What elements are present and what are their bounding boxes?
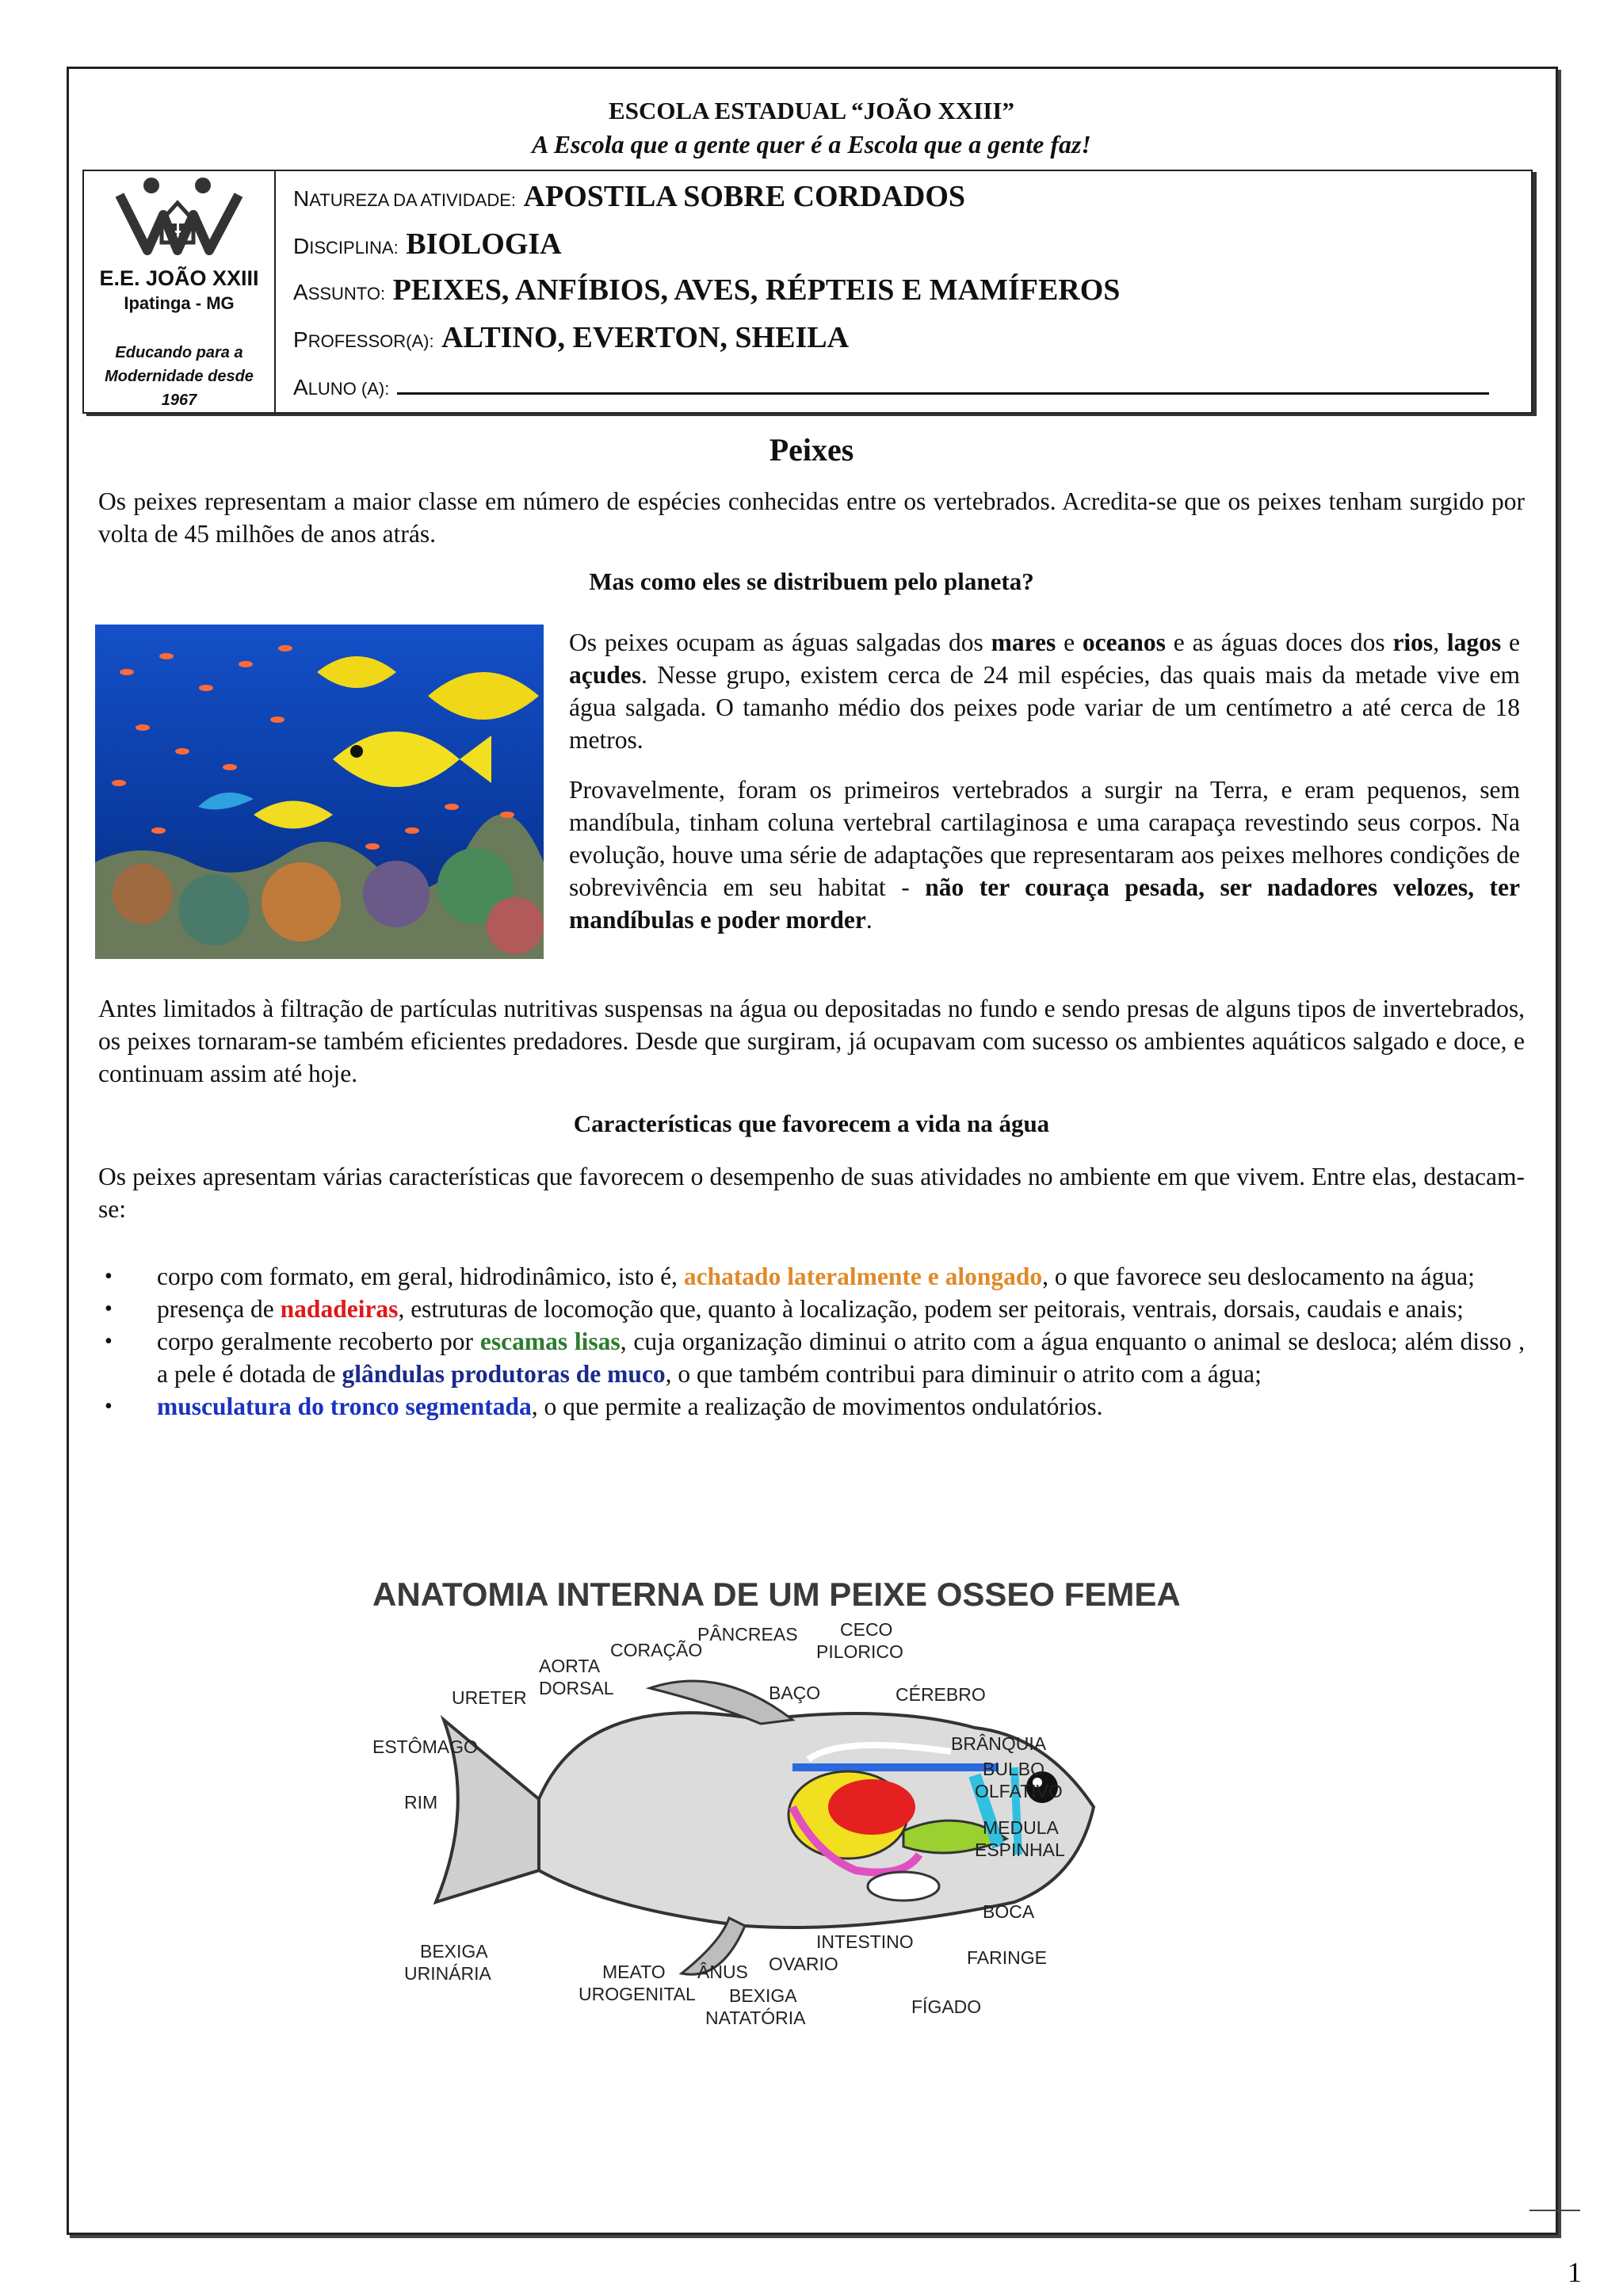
label-boca: BOCA xyxy=(983,1901,1035,1922)
row-professor: PROFESSOR(A): ALTINO, EVERTON, SHEILA xyxy=(293,321,850,354)
label-intestino: INTESTINO xyxy=(816,1931,914,1952)
school-name: ESCOLA ESTADUAL “JOÃO XXIII” xyxy=(609,97,1014,124)
logo-name: E.E. JOÃO XXIII xyxy=(99,266,259,290)
intro-paragraph: Os peixes representam a maior classe em número de espécies conhecidas entre os vertebrados. Acredita-se que os peixes tenham surgido por volta de 45 milhões de anos atrás. xyxy=(98,487,1525,548)
label-bexiga-natatoria: BEXIGA xyxy=(729,1985,797,2006)
label-bulbo: OLFATIVO xyxy=(975,1781,1063,1801)
header-table xyxy=(82,170,1533,414)
label-ceco: CECO xyxy=(840,1619,893,1640)
question-characteristics: Características que favorecem a vida na água xyxy=(573,1110,1050,1137)
characteristics-intro: Os peixes apresentam várias características que favorecem o desempenho de suas atividades no ambiente em que vivem. Entre elas, destacam-se: xyxy=(98,1163,1525,1223)
label-medula: MEDULA xyxy=(983,1817,1059,1838)
predators-paragraph: Antes limitados à filtração de partículas nutritivas suspensas na água ou depositadas no fundo e sendo presas de alguns tipos de invertebrados, os peixes tornaram-se também eficientes predadores. Desde que surgiram, já ocupavam com sucesso os ambientes aquáticos salgado e doce, e continuam assim até hoje. xyxy=(98,995,1525,1087)
label-branquia: BRÂNQUIA xyxy=(951,1733,1047,1754)
page-number: 1 xyxy=(1568,2256,1582,2288)
list-item: • musculatura do tronco segmentada, o que permite a realização de movimentos ondulatórios. xyxy=(105,1392,1103,1420)
label-rim: RIM xyxy=(404,1792,438,1813)
row-natureza: NATUREZA DA ATIVIDADE: APOSTILA SOBRE CORDADOS xyxy=(293,180,966,213)
page-footer-line xyxy=(1529,2210,1580,2211)
row-aluno: ALUNO (A): xyxy=(293,368,1489,403)
label-coracao: CORAÇÃO xyxy=(610,1640,703,1660)
page-title: Peixes xyxy=(769,432,854,468)
label-pancreas: PÂNCREAS xyxy=(697,1624,798,1645)
row-assunto: ASSUNTO: PEIXES, ANFÍBIOS, AVES, RÉPTEIS E MAMÍFEROS xyxy=(293,273,1121,307)
characteristics-list xyxy=(98,1260,1525,1423)
assunto-value: PEIXES, ANFÍBIOS, AVES, RÉPTEIS E MAMÍFEROS xyxy=(392,273,1121,307)
logo-caption-line: Educando para a xyxy=(115,344,243,361)
list-item: • presença de nadadeiras, estruturas de locomoção que, quanto à localização, podem ser peitorais, ventrais, dorsais, caudais e anais; xyxy=(105,1295,1464,1323)
row-disciplina: DISCIPLINA: BIOLOGIA xyxy=(293,227,562,261)
label-baco: BAÇO xyxy=(769,1683,821,1703)
school-logo-icon xyxy=(84,171,274,266)
professor-value: ALTINO, EVERTON, SHEILA xyxy=(441,321,850,354)
list-item: • corpo geralmente recoberto por escamas lisas, cuja organização diminui o atrito com a água enquanto o animal se desloca; além disso , a pele é dotada de glândulas produtoras de muco, o que também contribui para diminuir o atrito com a água; xyxy=(105,1328,1525,1388)
label-bexiga-natatoria: NATATÓRIA xyxy=(705,2008,806,2028)
school-motto: A Escola que a gente quer é a Escola que a gente faz! xyxy=(532,130,1091,159)
label-cerebro: CÉREBRO xyxy=(896,1684,986,1705)
label-bulbo: BULBO xyxy=(983,1759,1044,1779)
student-name-field[interactable] xyxy=(397,369,1489,395)
label-faringe: FARINGE xyxy=(967,1947,1047,1968)
disciplina-value: BIOLOGIA xyxy=(406,227,562,261)
logo-caption xyxy=(84,341,274,412)
label-meato: MEATO xyxy=(602,1962,666,1982)
diagram-title: ANATOMIA INTERNA DE UM PEIXE OSSEO FEMEA xyxy=(372,1576,1181,1613)
label-aorta: AORTA xyxy=(539,1656,601,1676)
fish-anatomy-diagram xyxy=(349,1569,1236,2061)
label-aorta: DORSAL xyxy=(539,1678,614,1698)
label-figado: FÍGADO xyxy=(911,1996,982,2017)
label-anus: ÂNUS xyxy=(697,1962,748,1982)
list-item: • corpo com formato, em geral, hidrodinâmico, isto é, achatado lateralmente e alongado, o que favorece seu deslocamento na água; xyxy=(105,1263,1475,1290)
distribution-paragraph: Os peixes ocupam as águas salgadas dos mares e oceanos e as águas doces dos rios, lagos e açudes. Nesse grupo, existem cerca de 24 mil espécies, das quais mais da metade vive em água salgada. O tamanho médio dos peixes pode variar de um centímetro a até cerca de 18 metros. xyxy=(569,628,1521,754)
logo-city: Ipatinga - MG xyxy=(124,293,235,313)
evolution-paragraph: Provavelmente, foram os primeiros vertebrados a surgir na Terra, e eram pequenos, sem mandíbula, tinham coluna vertebral cartilaginosa e uma carapaça revestindo seus corpos. Na evolução, houve uma série de adaptações que representaram aos peixes melhores condições de sobrevivência em seu habitat - não ter couraça pesada, ser nadadores velozes, ter mandíbulas e poder morder. xyxy=(569,776,1520,934)
label-ovario: OVARIO xyxy=(769,1954,838,1974)
label-meato: UROGENITAL xyxy=(579,1984,696,2004)
logo-caption-line: 1967 xyxy=(161,392,197,409)
label-bexiga-urinaria: BEXIGA xyxy=(420,1941,488,1962)
label-estomago: ESTÔMAGO xyxy=(372,1736,478,1757)
label-ceco: PILORICO xyxy=(816,1641,903,1662)
logo-cell xyxy=(84,171,276,412)
label-ureter: URETER xyxy=(452,1687,527,1708)
coral-reef-fish-photo xyxy=(95,625,544,959)
question-distribution: Mas como eles se distribuem pelo planeta? xyxy=(589,567,1034,595)
label-bexiga-urinaria: URINÁRIA xyxy=(404,1963,491,1984)
natureza-value: APOSTILA SOBRE CORDADOS xyxy=(523,180,966,213)
label-medula: ESPINHAL xyxy=(975,1839,1065,1860)
logo-caption-line: Modernidade desde xyxy=(105,368,254,385)
